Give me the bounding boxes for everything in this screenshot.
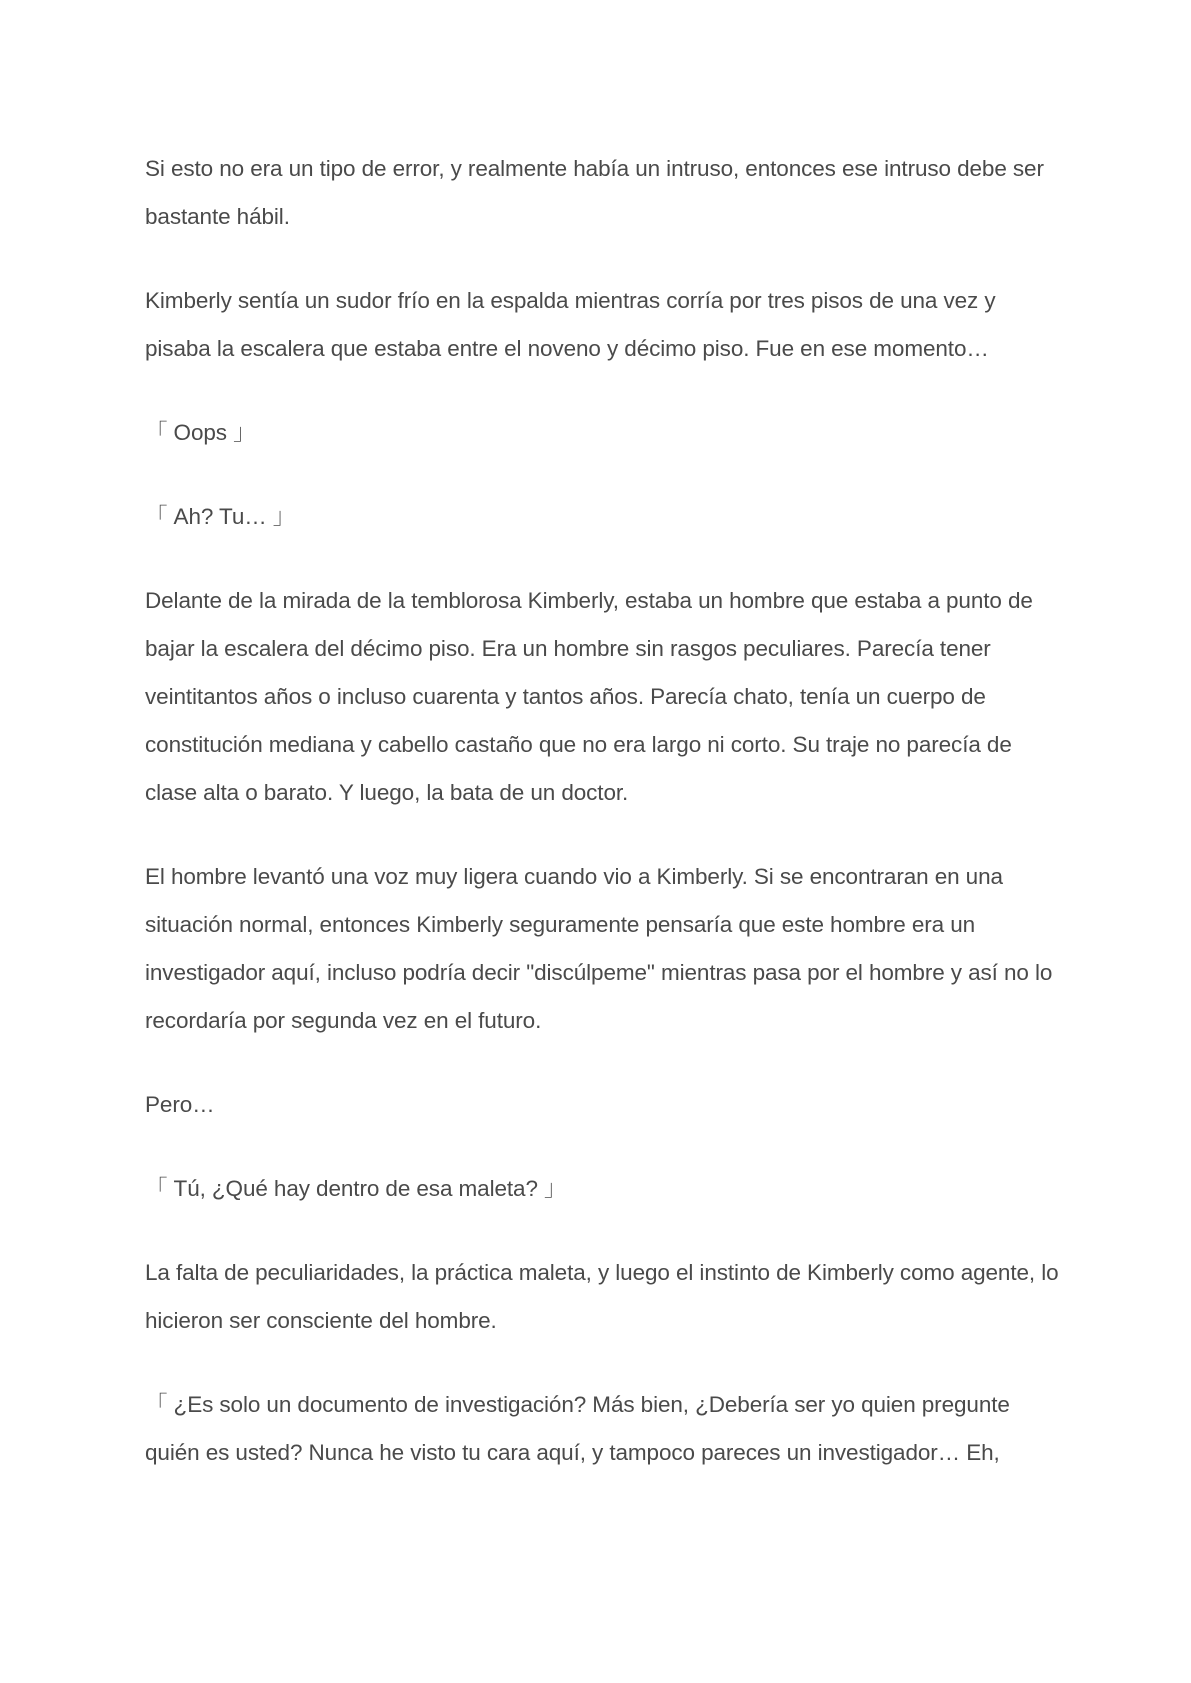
paragraph-pero: Pero… [145, 1092, 215, 1117]
dialogue-line-maleta: 「 Tú, ¿Qué hay dentro de esa maleta? 」 [145, 1176, 567, 1201]
paragraph-5: Delante de la mirada de la temblorosa Kimberly, estaba un hombre que estaba a punto de bajar la escalera del décimo piso. Era un hombre sin rasgos peculiares. Parecía tener veintitantos años o incluso cuarenta y tantos años. Parecía chato, tenía un cuerpo de constitución mediana y cabello castaño que no era largo ni corto. Su traje no parecía de clase alta o barato. Y luego, la bata de un doctor. [145, 588, 1033, 805]
paragraph-9: La falta de peculiaridades, la práctica maleta, y luego el instinto de Kimberly como agente, lo hicieron ser consciente del hombre. [145, 1260, 1059, 1333]
document-body [145, 145, 1065, 1477]
paragraph-2: Kimberly sentía un sudor frío en la espalda mientras corría por tres pisos de una vez y pisaba la escalera que estaba entre el noveno y décimo piso. Fue en ese momento… [145, 288, 996, 361]
dialogue-line-documento: 「 ¿Es solo un documento de investigación? Más bien, ¿Debería ser yo quien pregunte quién es usted? Nunca he visto tu cara aquí, y tampoco pareces un investigador… Eh, [145, 1392, 1010, 1465]
paragraph-1: Si esto no era un tipo de error, y realmente había un intruso, entonces ese intruso debe ser bastante hábil. [145, 156, 1044, 229]
dialogue-line-ah-tu: 「 Ah? Tu… 」 [145, 504, 296, 529]
paragraph-6: El hombre levantó una voz muy ligera cuando vio a Kimberly. Si se encontraran en una situación normal, entonces Kimberly seguramente pensaría que este hombre era un investigador aquí, incluso podría decir "discúlpeme" mientras pasa por el hombre y así no lo recordaría por segunda vez en el futuro. [145, 864, 1053, 1033]
dialogue-line-oops: 「 Oops 」 [145, 420, 256, 445]
